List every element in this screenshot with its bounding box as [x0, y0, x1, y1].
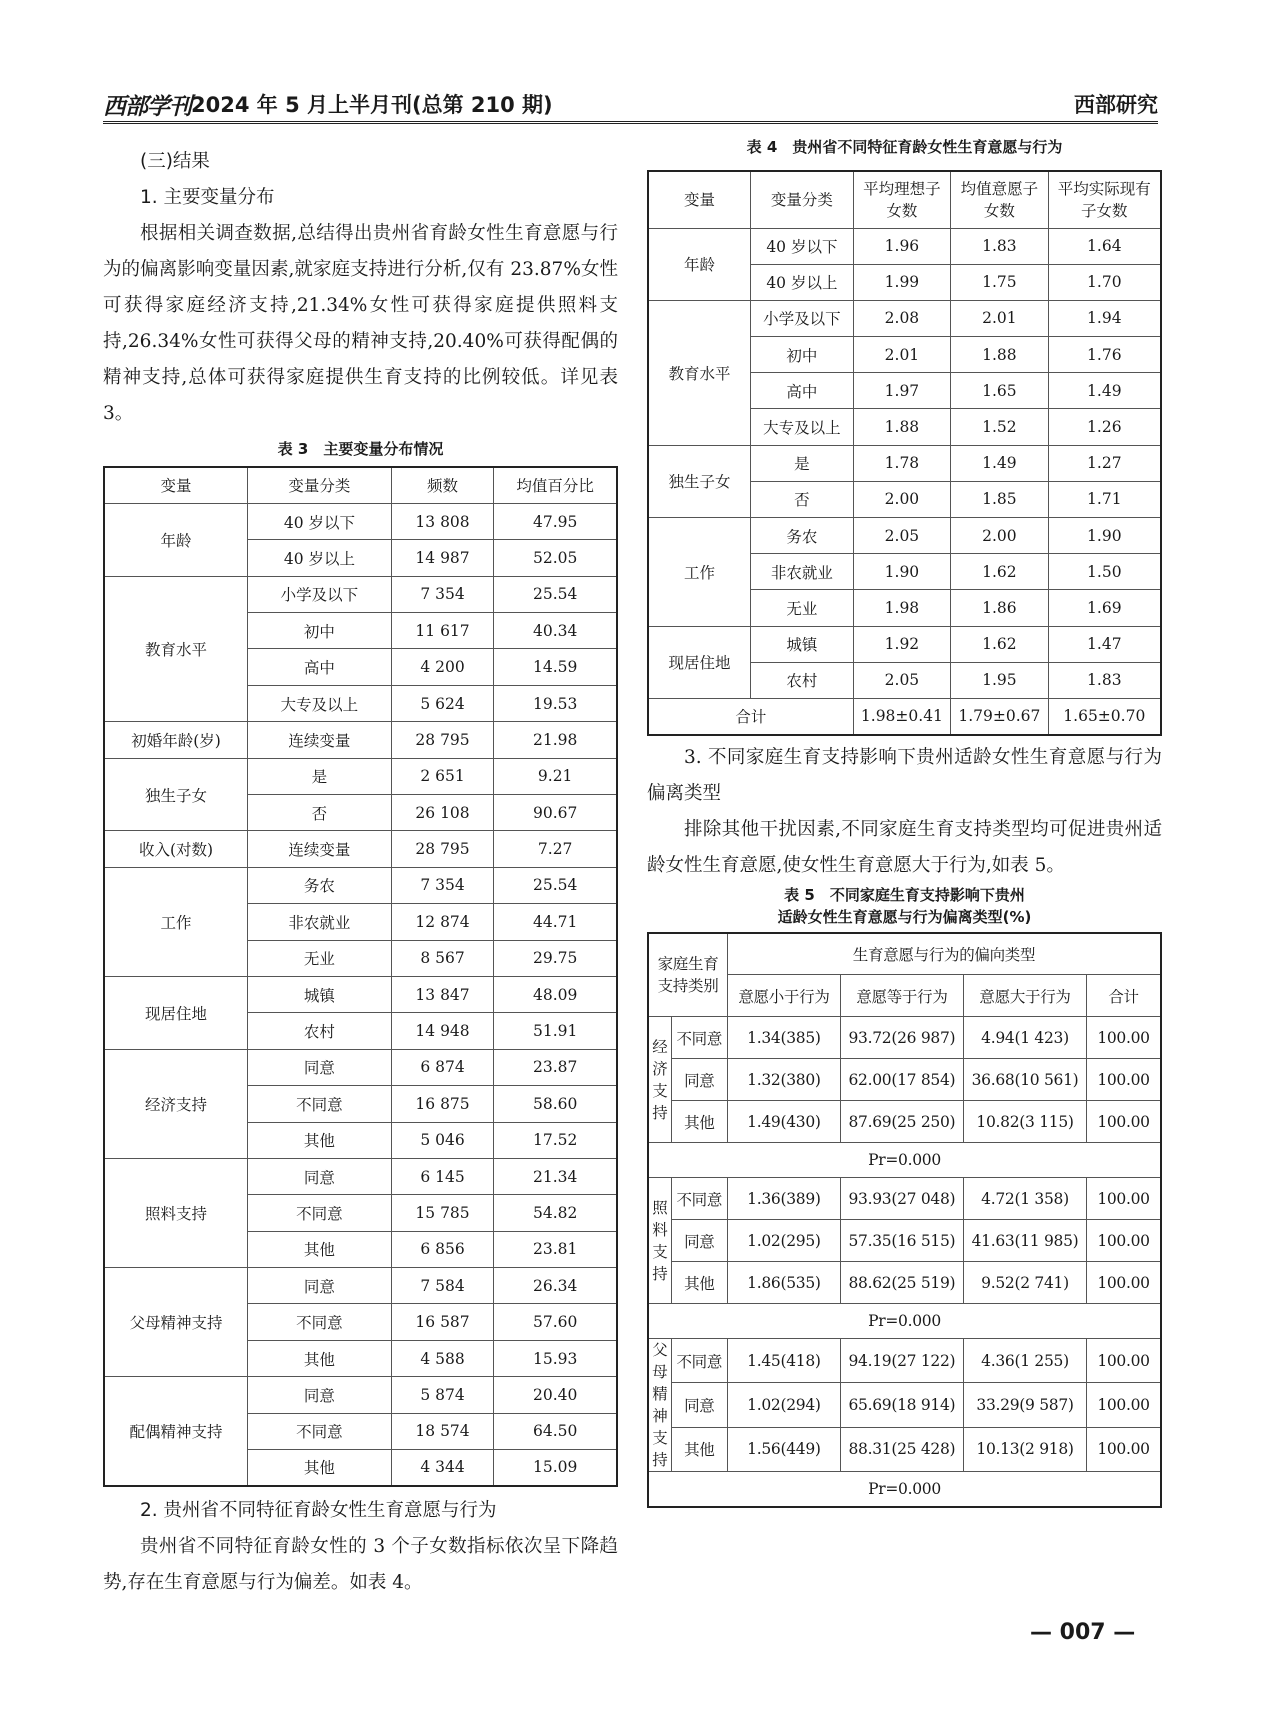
- table-cell: 高中: [751, 373, 854, 409]
- table-cell: 5 874: [391, 1377, 494, 1413]
- table-row: [648, 445, 1161, 481]
- table-row: [648, 1059, 1161, 1101]
- table-cell: 100.00: [1087, 1262, 1161, 1304]
- table-cell: 1.85: [951, 481, 1048, 517]
- table-cell: 1.98: [853, 590, 950, 626]
- table-row: [104, 1268, 617, 1304]
- table-cell: 非农就业: [248, 904, 392, 940]
- table-cell: 否: [751, 481, 854, 517]
- table-cell: 28 795: [391, 722, 494, 758]
- total-cell: 1.98±0.41: [853, 698, 950, 734]
- table-cell: 1.88: [853, 409, 950, 445]
- table3-caption: 表 3 主要变量分布情况: [277, 440, 444, 458]
- table-cell: 1.62: [951, 554, 1048, 590]
- table-cell: 6 145: [391, 1158, 494, 1194]
- table-header-row: [648, 933, 1161, 975]
- table-cell: 7 354: [391, 576, 494, 612]
- table-cell: 城镇: [751, 626, 854, 662]
- column-header: 意愿大于行为: [963, 975, 1086, 1017]
- table-cell: 1.62: [951, 626, 1048, 662]
- section-name: 西部研究: [1074, 93, 1158, 117]
- table-row: [104, 1377, 617, 1413]
- variable-cell: 工作: [104, 867, 248, 976]
- table-cell: 7.27: [494, 831, 617, 867]
- table-cell: 18 574: [391, 1413, 494, 1449]
- table-cell: 93.72(26 987): [840, 1017, 963, 1059]
- page-number: — 007 —: [1030, 1620, 1136, 1645]
- table-cell: 100.00: [1087, 1339, 1161, 1383]
- significance-row: [648, 1304, 1161, 1339]
- table-cell: 务农: [751, 518, 854, 554]
- variable-cell: 收入(对数): [104, 831, 248, 867]
- table-cell: 25.54: [494, 576, 617, 612]
- table-row: [104, 1049, 617, 1085]
- table-cell: 城镇: [248, 976, 392, 1012]
- table-3: [103, 466, 618, 1487]
- table-cell: 94.19(27 122): [840, 1339, 963, 1383]
- table-cell: 23.87: [494, 1049, 617, 1085]
- table-cell: 1.49(430): [728, 1101, 841, 1143]
- column-header: 变量: [648, 171, 751, 228]
- table-cell: 非农就业: [751, 554, 854, 590]
- variable-cell: 父母精神支持: [104, 1268, 248, 1377]
- table-row: [648, 1383, 1161, 1427]
- table-cell: 小学及以下: [248, 576, 392, 612]
- column-header: 平均实际现有子女数: [1048, 171, 1161, 228]
- table-cell: 1.78: [853, 445, 950, 481]
- table-cell: 100.00: [1087, 1178, 1161, 1220]
- table-cell: 同意: [248, 1377, 392, 1413]
- table-cell: 26.34: [494, 1268, 617, 1304]
- table-cell: 大专及以上: [751, 409, 854, 445]
- table-cell: 高中: [248, 649, 392, 685]
- column-header: 平均理想子女数: [853, 171, 950, 228]
- total-label: 合计: [648, 698, 853, 734]
- table-row: [104, 867, 617, 903]
- table-cell: 连续变量: [248, 722, 392, 758]
- support-type-cell: 照料支持: [648, 1178, 671, 1304]
- table-5: [647, 932, 1162, 1508]
- column-header: 意愿等于行为: [840, 975, 963, 1017]
- table-cell: 1.27: [1048, 445, 1161, 481]
- table-cell: 57.35(16 515): [840, 1220, 963, 1262]
- table-cell: 40.34: [494, 613, 617, 649]
- table-cell: 1.90: [1048, 518, 1161, 554]
- table-cell: 否: [248, 795, 392, 831]
- table-cell: 1.94: [1048, 300, 1161, 336]
- table-cell: 1.92: [853, 626, 950, 662]
- table-cell: 62.00(17 854): [840, 1059, 963, 1101]
- table4-caption: 表 4 贵州省不同特征育龄女性生育意愿与行为: [746, 138, 1063, 156]
- table-cell: 16 587: [391, 1304, 494, 1340]
- variable-cell: 独生子女: [104, 758, 248, 831]
- table-cell: 15.09: [494, 1450, 617, 1486]
- table-cell: 1.83: [1048, 662, 1161, 698]
- table-cell: 其他: [671, 1262, 727, 1304]
- table-cell: 65.69(18 914): [840, 1383, 963, 1427]
- table-cell: 16 875: [391, 1086, 494, 1122]
- table-cell: 33.29(9 587): [963, 1383, 1086, 1427]
- table-cell: 8 567: [391, 940, 494, 976]
- variable-cell: 初婚年龄(岁): [104, 722, 248, 758]
- total-cell: 1.65±0.70: [1048, 698, 1161, 734]
- variable-cell: 教育水平: [648, 300, 751, 445]
- table-cell: 1.88: [951, 337, 1048, 373]
- table-cell: 26 108: [391, 795, 494, 831]
- table-row: [104, 758, 617, 794]
- table-cell: 是: [751, 445, 854, 481]
- table-cell: 1.86: [951, 590, 1048, 626]
- table-cell: 不同意: [248, 1195, 392, 1231]
- table-header-row: [104, 467, 617, 503]
- table-cell: 1.34(385): [728, 1017, 841, 1059]
- table-cell: 1.32(380): [728, 1059, 841, 1101]
- paragraph-3: 排除其他干扰因素,不同家庭生育支持类型均可促进贵州适龄女性生育意愿,使女性生育意愿大于行为,如表 5。: [647, 818, 1162, 876]
- table-cell: 88.31(25 428): [840, 1427, 963, 1471]
- table-cell: 4 200: [391, 649, 494, 685]
- table-cell: 40 岁以上: [248, 540, 392, 576]
- table-cell: 是: [248, 758, 392, 794]
- table-cell: 1.97: [853, 373, 950, 409]
- row-group-header: 家庭生育支持类别: [648, 933, 728, 1017]
- table-cell: 57.60: [494, 1304, 617, 1340]
- table-cell: 10.13(2 918): [963, 1427, 1086, 1471]
- significance-row: [648, 1143, 1161, 1178]
- table-cell: 无业: [248, 940, 392, 976]
- column-header: 均值百分比: [494, 467, 617, 503]
- variable-cell: 经济支持: [104, 1049, 248, 1158]
- column-header: 变量分类: [751, 171, 854, 228]
- table-cell: 7 354: [391, 867, 494, 903]
- table-row: [648, 626, 1161, 662]
- column-header: 合计: [1087, 975, 1161, 1017]
- column-header: 频数: [391, 467, 494, 503]
- table-cell: 1.90: [853, 554, 950, 590]
- table-cell: 4.94(1 423): [963, 1017, 1086, 1059]
- table-cell: 5 046: [391, 1122, 494, 1158]
- table-cell: 1.86(535): [728, 1262, 841, 1304]
- table-row: [104, 576, 617, 612]
- table5-caption-line1: 表 5 不同家庭生育支持影响下贵州: [784, 885, 1025, 904]
- table-cell: 2.00: [951, 518, 1048, 554]
- variable-cell: 年龄: [648, 228, 751, 300]
- table-cell: 同意: [671, 1383, 727, 1427]
- table-cell: 1.83: [951, 228, 1048, 264]
- subheading-2: 2. 贵州省不同特征育龄女性生育意愿与行为: [140, 1499, 497, 1521]
- table-cell: 小学及以下: [751, 300, 854, 336]
- table-row: [104, 976, 617, 1012]
- table-cell: 4 588: [391, 1340, 494, 1376]
- table-cell: 13 808: [391, 503, 494, 539]
- table-cell: 58.60: [494, 1086, 617, 1122]
- table-row: [648, 518, 1161, 554]
- table-cell: 其他: [248, 1122, 392, 1158]
- table-cell: 2 651: [391, 758, 494, 794]
- table-cell: 同意: [248, 1268, 392, 1304]
- table-cell: 2.00: [853, 481, 950, 517]
- table-cell: 2.01: [853, 337, 950, 373]
- table-cell: 1.26: [1048, 409, 1161, 445]
- variable-cell: 照料支持: [104, 1158, 248, 1267]
- table-row: [648, 1017, 1161, 1059]
- table-cell: 1.76: [1048, 337, 1161, 373]
- table-cell: 1.95: [951, 662, 1048, 698]
- table-cell: 93.93(27 048): [840, 1178, 963, 1220]
- table-cell: 100.00: [1087, 1220, 1161, 1262]
- table-cell: 农村: [751, 662, 854, 698]
- table-cell: 1.70: [1048, 264, 1161, 300]
- p-value: Pr=0.000: [648, 1143, 1161, 1178]
- table-cell: 14 948: [391, 1013, 494, 1049]
- table-cell: 1.96: [853, 228, 950, 264]
- table-row: [648, 1101, 1161, 1143]
- table-cell: 44.71: [494, 904, 617, 940]
- variable-cell: 现居住地: [648, 626, 751, 698]
- table-cell: 11 617: [391, 613, 494, 649]
- column-header: 变量: [104, 467, 248, 503]
- table-cell: 不同意: [671, 1017, 727, 1059]
- table-row: [104, 503, 617, 539]
- table-cell: 28 795: [391, 831, 494, 867]
- table-cell: 1.69: [1048, 590, 1161, 626]
- table-row: [104, 831, 617, 867]
- paragraph-2: 贵州省不同特征育龄女性的 3 个子女数指标依次呈下降趋势,存在生育意愿与行为偏差。如表 4。: [103, 1535, 618, 1593]
- table-cell: 100.00: [1087, 1059, 1161, 1101]
- table-cell: 52.05: [494, 540, 617, 576]
- table-cell: 同意: [671, 1220, 727, 1262]
- table-cell: 其他: [248, 1450, 392, 1486]
- variable-cell: 年龄: [104, 503, 248, 576]
- table-cell: 100.00: [1087, 1101, 1161, 1143]
- table-cell: 2.01: [951, 300, 1048, 336]
- section-heading: (三)结果: [140, 151, 210, 172]
- table-cell: 5 624: [391, 685, 494, 721]
- table-cell: 1.52: [951, 409, 1048, 445]
- table-cell: 不同意: [248, 1413, 392, 1449]
- table-header-row: [648, 171, 1161, 228]
- table-cell: 2.05: [853, 662, 950, 698]
- table-row: [648, 1220, 1161, 1262]
- table-cell: 其他: [671, 1427, 727, 1471]
- table-cell: 40 岁以上: [751, 264, 854, 300]
- table-cell: 初中: [751, 337, 854, 373]
- table-cell: 1.02(295): [728, 1220, 841, 1262]
- table-cell: 2.05: [853, 518, 950, 554]
- table-cell: 14.59: [494, 649, 617, 685]
- table-cell: 不同意: [248, 1086, 392, 1122]
- page-header: [103, 88, 1158, 124]
- table-cell: 1.49: [951, 445, 1048, 481]
- table-cell: 21.98: [494, 722, 617, 758]
- table-cell: 48.09: [494, 976, 617, 1012]
- table-cell: 1.75: [951, 264, 1048, 300]
- table-cell: 农村: [248, 1013, 392, 1049]
- table-cell: 100.00: [1087, 1017, 1161, 1059]
- table-cell: 其他: [248, 1340, 392, 1376]
- table-cell: 1.50: [1048, 554, 1161, 590]
- table-cell: 14 987: [391, 540, 494, 576]
- table-cell: 1.65: [951, 373, 1048, 409]
- table-cell: 同意: [671, 1059, 727, 1101]
- table-cell: 连续变量: [248, 831, 392, 867]
- table-cell: 12 874: [391, 904, 494, 940]
- table-cell: 1.64: [1048, 228, 1161, 264]
- table-row: [104, 1158, 617, 1194]
- table-cell: 100.00: [1087, 1427, 1161, 1471]
- column-header: 变量分类: [248, 467, 392, 503]
- table-cell: 40 岁以下: [248, 503, 392, 539]
- table-cell: 13 847: [391, 976, 494, 1012]
- table-cell: 7 584: [391, 1268, 494, 1304]
- column-header: 均值意愿子女数: [951, 171, 1048, 228]
- left-column: [103, 144, 618, 1601]
- table-cell: 51.91: [494, 1013, 617, 1049]
- variable-cell: 现居住地: [104, 976, 248, 1049]
- table-row: [648, 228, 1161, 264]
- table-cell: 87.69(25 250): [840, 1101, 963, 1143]
- table-cell: 其他: [248, 1231, 392, 1267]
- table-row: [648, 1262, 1161, 1304]
- column-group-header: 生育意愿与行为的偏向类型: [728, 933, 1162, 975]
- table-cell: 15.93: [494, 1340, 617, 1376]
- table-cell: 6 856: [391, 1231, 494, 1267]
- support-type-cell: 父母精神支持: [648, 1339, 671, 1472]
- table-cell: 其他: [671, 1101, 727, 1143]
- table-cell: 21.34: [494, 1158, 617, 1194]
- table-cell: 不同意: [671, 1178, 727, 1220]
- variable-cell: 工作: [648, 518, 751, 627]
- variable-cell: 配偶精神支持: [104, 1377, 248, 1486]
- table-cell: 1.36(389): [728, 1178, 841, 1220]
- table-cell: 1.99: [853, 264, 950, 300]
- table-cell: 务农: [248, 867, 392, 903]
- table-cell: 29.75: [494, 940, 617, 976]
- table-cell: 54.82: [494, 1195, 617, 1231]
- variable-cell: 教育水平: [104, 576, 248, 722]
- table-cell: 100.00: [1087, 1383, 1161, 1427]
- p-value: Pr=0.000: [648, 1472, 1161, 1507]
- p-value: Pr=0.000: [648, 1304, 1161, 1339]
- table-cell: 1.71: [1048, 481, 1161, 517]
- table-cell: 不同意: [248, 1304, 392, 1340]
- table-cell: 4 344: [391, 1450, 494, 1486]
- table-cell: 1.02(294): [728, 1383, 841, 1427]
- table-cell: 19.53: [494, 685, 617, 721]
- table-cell: 1.49: [1048, 373, 1161, 409]
- table-cell: 64.50: [494, 1413, 617, 1449]
- table-cell: 不同意: [671, 1339, 727, 1383]
- table-cell: 无业: [751, 590, 854, 626]
- table-cell: 88.62(25 519): [840, 1262, 963, 1304]
- table-cell: 同意: [248, 1158, 392, 1194]
- table-cell: 9.52(2 741): [963, 1262, 1086, 1304]
- table-4: [647, 170, 1162, 736]
- table-cell: 47.95: [494, 503, 617, 539]
- column-header: 意愿小于行为: [728, 975, 841, 1017]
- table-cell: 1.47: [1048, 626, 1161, 662]
- table5-caption-line2: 适龄女性生育意愿与行为偏离类型(%): [777, 907, 1032, 926]
- table-cell: 6 874: [391, 1049, 494, 1085]
- journal-logo: 西部学刊: [103, 93, 191, 120]
- table-row: [104, 722, 617, 758]
- table-cell: 4.36(1 255): [963, 1339, 1086, 1383]
- table-cell: 同意: [248, 1049, 392, 1085]
- table-row: [648, 1427, 1161, 1471]
- table-cell: 17.52: [494, 1122, 617, 1158]
- table-cell: 大专及以上: [248, 685, 392, 721]
- total-cell: 1.79±0.67: [951, 698, 1048, 734]
- table-cell: 15 785: [391, 1195, 494, 1231]
- support-type-cell: 经济支持: [648, 1017, 671, 1143]
- journal-issue: 2024 年 5 月上半月刊(总第 210 期): [191, 93, 553, 117]
- table-row: [648, 1178, 1161, 1220]
- table-cell: 25.54: [494, 867, 617, 903]
- significance-row: [648, 1472, 1161, 1507]
- table-cell: 4.72(1 358): [963, 1178, 1086, 1220]
- table-cell: 20.40: [494, 1377, 617, 1413]
- total-row: [648, 698, 1161, 734]
- table-cell: 90.67: [494, 795, 617, 831]
- table-cell: 1.56(449): [728, 1427, 841, 1471]
- right-column: [647, 138, 1162, 1508]
- table-cell: 2.08: [853, 300, 950, 336]
- table-row: [648, 1339, 1161, 1383]
- table-cell: 9.21: [494, 758, 617, 794]
- table-cell: 初中: [248, 613, 392, 649]
- subheading-1: 1. 主要变量分布: [140, 187, 275, 208]
- variable-cell: 独生子女: [648, 445, 751, 517]
- subheading-3: 3. 不同家庭生育支持影响下贵州适龄女性生育意愿与行为偏离类型: [647, 746, 1162, 804]
- table-cell: 41.63(11 985): [963, 1220, 1086, 1262]
- table-row: [648, 300, 1161, 336]
- table-cell: 10.82(3 115): [963, 1101, 1086, 1143]
- table-cell: 36.68(10 561): [963, 1059, 1086, 1101]
- table-cell: 23.81: [494, 1231, 617, 1267]
- table-cell: 40 岁以下: [751, 228, 854, 264]
- table-cell: 1.45(418): [728, 1339, 841, 1383]
- paragraph-1: 根据相关调查数据,总结得出贵州省育龄女性生育意愿与行为的偏离影响变量因素,就家庭支持进行分析,仅有 23.87%女性可获得家庭经济支持,21.34%女性可获得家庭提供照料支持,26.34%女性可获得父母的精神支持,20.40%可获得配偶的精神支持,总体可获得家庭提供生育支持的比例较低。详见表 3。: [103, 223, 618, 424]
